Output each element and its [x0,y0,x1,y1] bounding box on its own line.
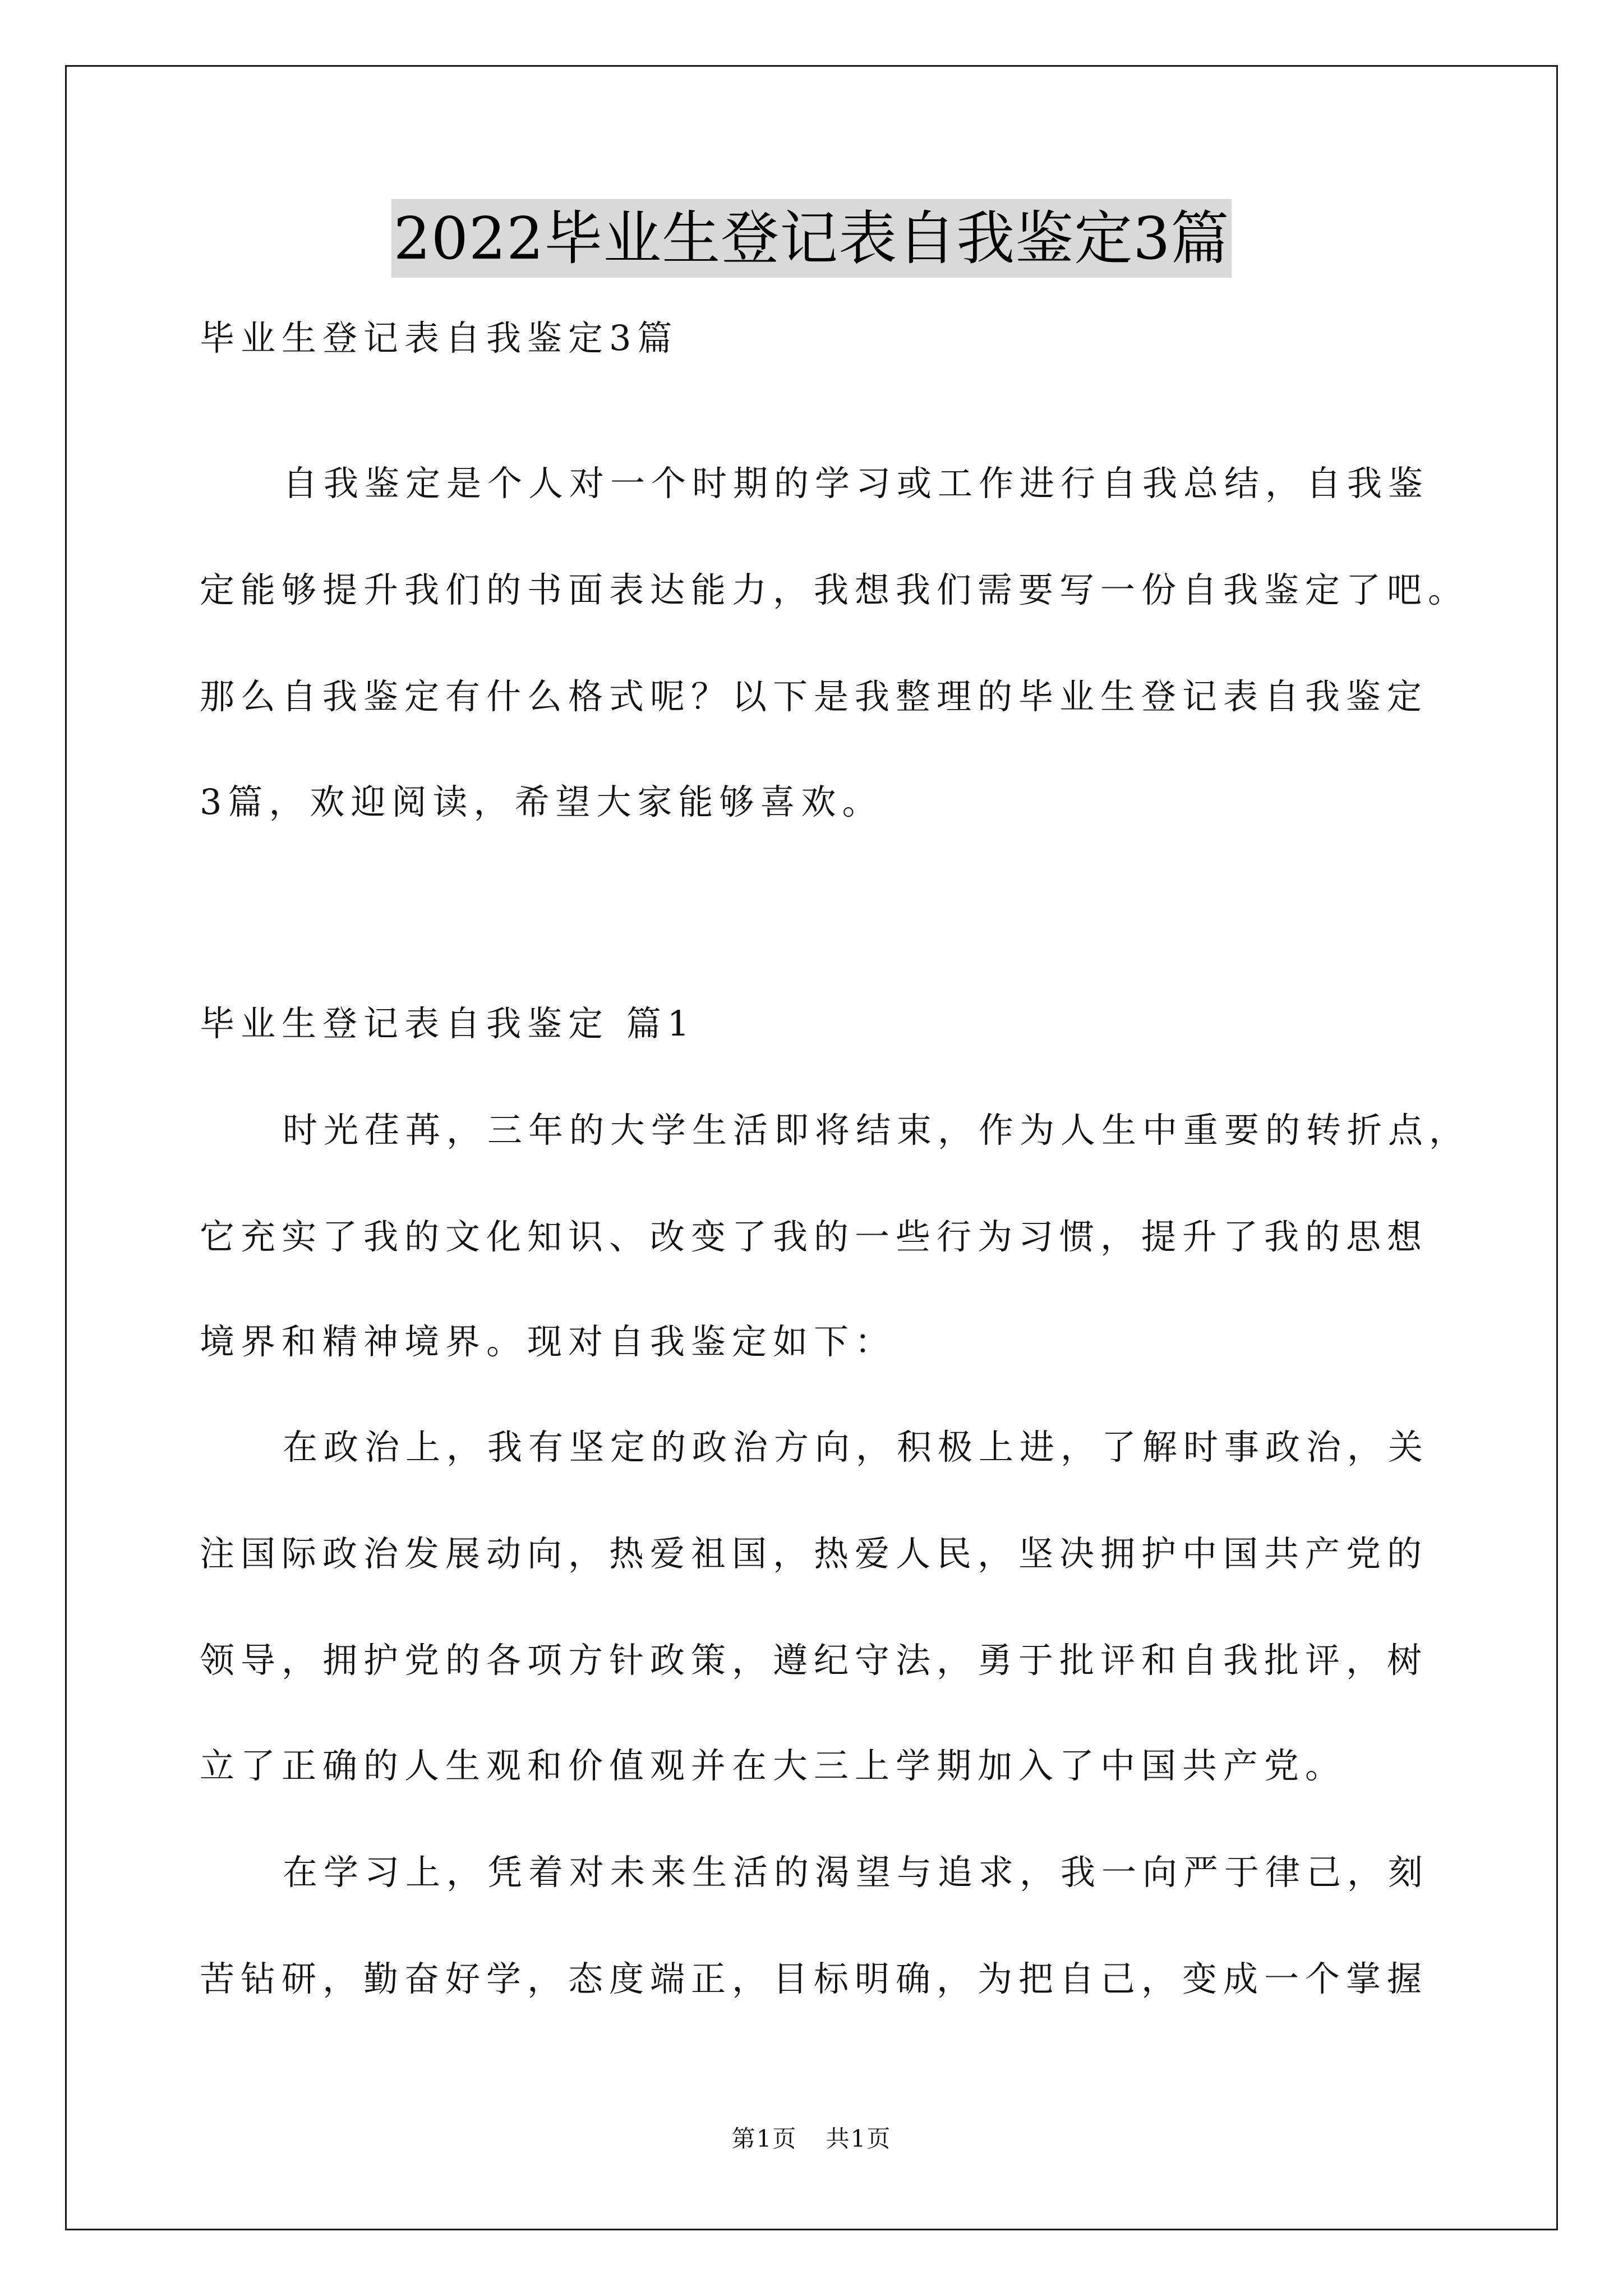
paragraph-line: 它充实了我的文化知识、改变了我的一些行为习惯，提升了我的思想 [200,1216,1428,1257]
page-total: 共1页 [826,2125,892,2152]
document-title: 2022毕业生登记表自我鉴定3篇 [391,199,1232,278]
page-footer [0,2120,1623,2154]
paragraph-line: 在学习上，凭着对未来生活的渴望与追求，我一向严于律己，刻 [283,1852,1430,1893]
paragraph-line: 立了正确的人生观和价值观并在大三上学期加入了中国共产党。 [200,1745,1347,1786]
paragraph-line: 苦钻研，勤奋好学，态度端正，目标明确，为把自己，变成一个掌握 [200,1958,1428,1999]
page-current: 第1页 [731,2125,797,2152]
paragraph-line: 在政治上，我有坚定的政治方向，积极上进，了解时事政治，关 [283,1427,1430,1467]
paragraph-line: 境界和精神境界。现对自我鉴定如下： [200,1321,896,1362]
intro-line: 那么自我鉴定有什么格式呢？以下是我整理的毕业生登记表自我鉴定 [200,676,1428,717]
paragraph-line: 注国际政治发展动向，热爱祖国，热爱人民，坚决拥护中国共产党的 [200,1533,1428,1574]
paragraph-line: 领导，拥护党的各项方针政策，遵纪守法，勇于批评和自我批评，树 [200,1640,1428,1681]
title-container [0,199,1623,278]
intro-line: 自我鉴定是个人对一个时期的学习或工作进行自我总结，自我鉴 [283,463,1430,504]
section-heading: 毕业生登记表自我鉴定 篇1 [200,1003,696,1044]
intro-line: 3篇，欢迎阅读，希望大家能够喜欢。 [200,781,883,822]
intro-line: 定能够提升我们的书面表达能力，我想我们需要写一份自我鉴定了吧。 [200,569,1469,610]
document-subtitle: 毕业生登记表自我鉴定3篇 [200,318,679,358]
paragraph-line: 时光荏苒，三年的大学生活即将结束，作为人生中重要的转折点， [283,1110,1470,1151]
